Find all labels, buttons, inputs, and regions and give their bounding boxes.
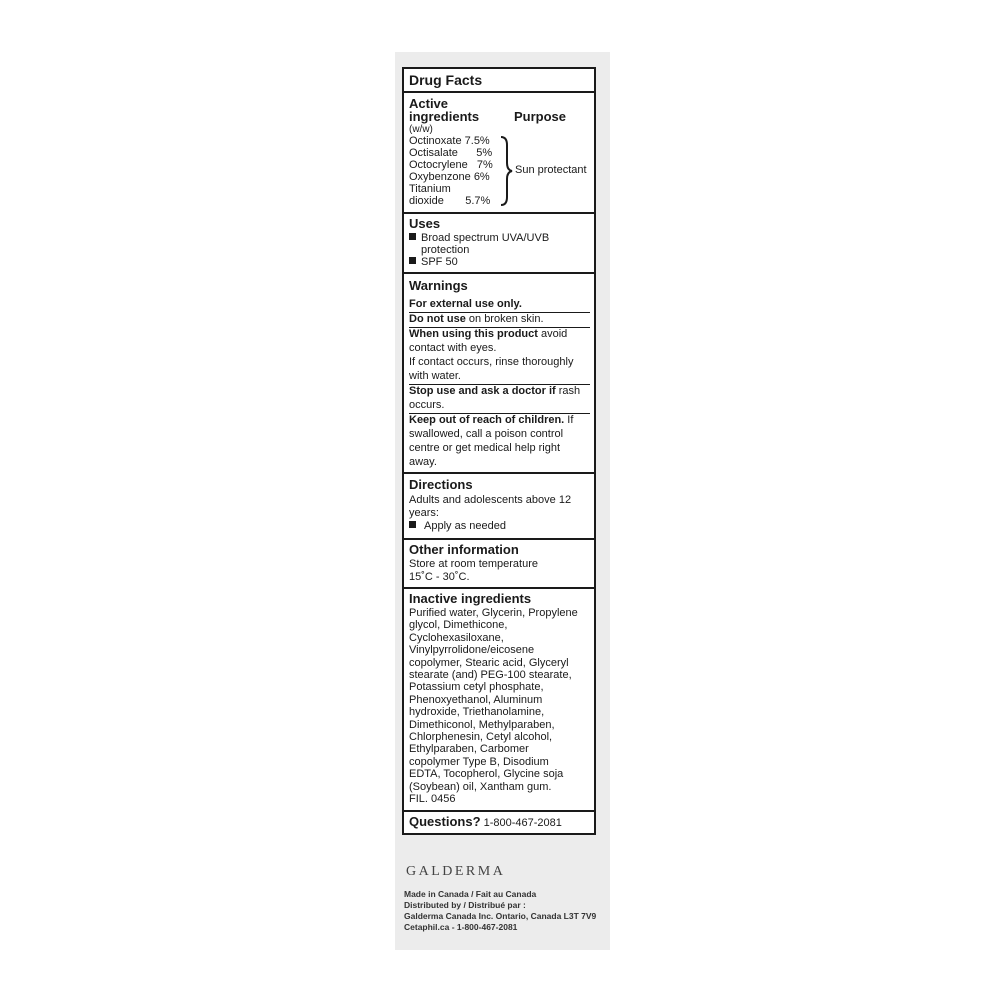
questions-phone: 1-800-467-2081	[483, 817, 562, 829]
ingredient-octisalate: Octisalate 5%	[409, 147, 493, 159]
inactive-heading: Inactive ingredients	[409, 591, 532, 606]
other-information-section	[404, 538, 594, 589]
drug-facts-box	[402, 67, 596, 835]
directions-heading: Directions	[409, 477, 473, 492]
purpose-value: Sun protectant	[515, 164, 587, 176]
inactive-line: (Soybean) oil, Xantham gum.	[409, 780, 552, 793]
directions-line-2: years:	[409, 507, 439, 519]
inactive-line: Chlorphenesin, Cetyl alcohol,	[409, 731, 553, 743]
contact-occurs-cont: with water.	[409, 370, 461, 382]
inactive-line: Potassium cetyl phosphate,	[409, 681, 544, 694]
inactive-line: copolymer, Stearic acid, Glyceryl	[409, 656, 569, 669]
bullet-square-icon	[409, 521, 416, 528]
external-use: For external use only.	[409, 298, 522, 310]
warnings-heading: Warnings	[409, 278, 468, 293]
uses-heading: Uses	[409, 216, 441, 231]
ingredient-titanium: Titanium	[409, 183, 451, 195]
inactive-ingredients-section	[404, 587, 594, 812]
warnings-section	[404, 272, 594, 474]
inactive-line: Ethylparaben, Carbomer	[409, 743, 529, 756]
storage-line-2: 15˚C - 30˚C.	[409, 571, 470, 583]
ingredient-octocrylene: Octocrylene 7%	[409, 159, 493, 171]
footer-distributed: Distributed by / Distribué par :	[404, 900, 526, 910]
contact-occurs: If contact occurs, rinse thoroughly	[409, 356, 574, 368]
inactive-line: stearate (and) PEG-100 stearate,	[409, 669, 572, 681]
questions-label: Questions?	[409, 814, 481, 829]
purpose-heading: Purpose	[514, 109, 567, 124]
drug-facts-title-section	[404, 69, 594, 93]
bullet-square-icon	[409, 233, 416, 240]
directions-section	[404, 472, 594, 540]
inactive-line: glycol, Dimethicone,	[409, 619, 508, 632]
inactive-line: Vinylpyrrolidone/eicosene	[409, 644, 535, 657]
questions-line	[409, 814, 562, 830]
inactive-line: FIL. 0456	[409, 793, 456, 805]
when-using-cont: contact with eyes.	[409, 342, 497, 354]
keep-out-cont-3: away.	[409, 456, 437, 468]
uses-item-1-cont: protection	[421, 244, 470, 256]
ingredient-dioxide: dioxide 5.7%	[409, 195, 491, 207]
keep-out: Keep out of reach of children. If	[409, 414, 574, 426]
inactive-line: EDTA, Tocopherol, Glycine soja	[409, 768, 564, 781]
inactive-line: Phenoxyethanol, Aluminum	[409, 693, 543, 706]
inactive-line: hydroxide, Triethanolamine,	[409, 706, 545, 719]
keep-out-cont-1: swallowed, call a poison control	[409, 428, 564, 440]
inactive-line: Dimethiconol, Methylparaben,	[409, 718, 555, 731]
ww-note: (w/w)	[409, 124, 433, 135]
footer-address: Galderma Canada Inc. Ontario, Canada L3T 7V9	[404, 911, 597, 921]
bullet-square-icon	[409, 257, 416, 264]
ingredient-oxybenzone: Oxybenzone 6%	[409, 171, 490, 183]
questions-section	[404, 810, 594, 833]
inactive-line: Cyclohexasiloxane,	[409, 631, 504, 644]
keep-out-cont-2: centre or get medical help right	[409, 442, 561, 454]
stop-use: Stop use and ask a doctor if rash	[409, 385, 581, 397]
footer-made-in: Made in Canada / Fait au Canada	[404, 889, 537, 899]
active-heading-line1: Active	[409, 96, 449, 111]
when-using: When using this product avoid	[409, 328, 568, 340]
drug-facts-title: Drug Facts	[409, 72, 483, 88]
uses-section	[404, 212, 594, 274]
galderma-logo: GALDERMA	[406, 864, 506, 879]
inactive-line: copolymer Type B, Disodium	[409, 755, 549, 768]
uses-item-2: SPF 50	[409, 256, 458, 269]
storage-line-1: Store at room temperature	[409, 558, 539, 570]
uses-item-1: Broad spectrum UVA/UVB	[409, 232, 549, 245]
do-not-use: Do not use on broken skin.	[409, 313, 544, 325]
active-ingredients-section	[404, 91, 594, 214]
active-heading-line2: ingredients	[409, 109, 480, 124]
directions-line-1: Adults and adolescents above 12	[409, 494, 572, 506]
directions-item: Apply as needed	[409, 520, 506, 533]
brace-icon	[499, 135, 513, 207]
stop-use-cont: occurs.	[409, 399, 445, 411]
other-heading: Other information	[409, 542, 519, 557]
footer-contact: Cetaphil.ca - 1-800-467-2081	[404, 922, 518, 932]
ingredient-octinoxate: Octinoxate 7.5%	[409, 135, 490, 147]
inactive-line: Purified water, Glycerin, Propylene	[409, 607, 578, 619]
